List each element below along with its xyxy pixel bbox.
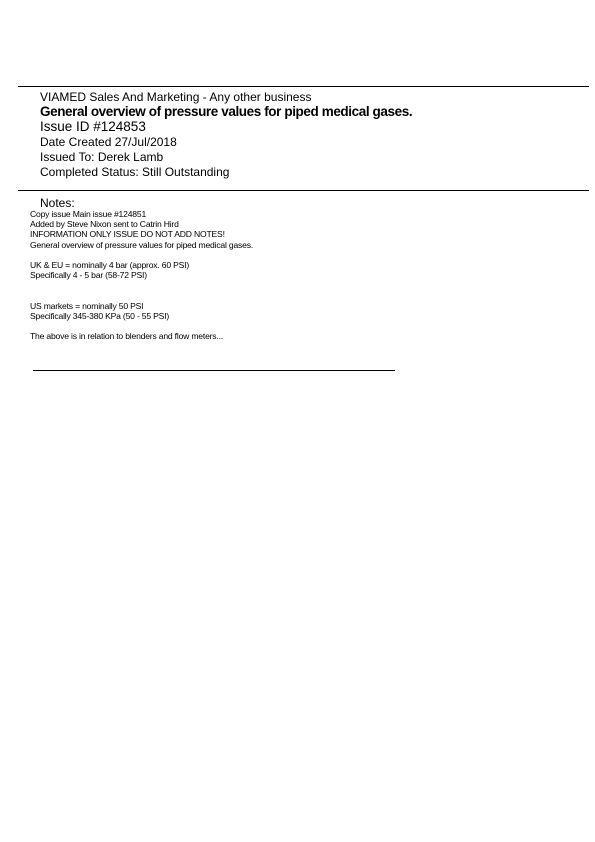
middle-divider	[18, 190, 589, 191]
note-line: Specifically 345-380 KPa (50 - 55 PSI)	[30, 310, 170, 321]
completed-status: Completed Status: Still Outstanding	[40, 165, 230, 179]
note-line: INFORMATION ONLY ISSUE DO NOT ADD NOTES!	[30, 229, 225, 240]
note-line: Added by Steve Nixon sent to Catrin Hird	[30, 219, 179, 230]
note-line: Copy issue Main issue #124851	[30, 209, 147, 219]
top-divider	[18, 86, 589, 87]
notes-body	[30, 209, 560, 342]
issue-header	[40, 90, 580, 180]
note-line: UK & EU = nominally 4 bar (approx. 60 PSI)	[30, 260, 190, 270]
issued-to: Issued To: Derek Lamb	[40, 150, 164, 164]
note-line	[30, 291, 560, 301]
issue-title: General overview of pressure values for piped medical gases.	[40, 104, 413, 119]
bottom-divider	[33, 370, 395, 371]
company-line: VIAMED Sales And Marketing - Any other business	[40, 90, 312, 104]
issue-id: Issue ID #124853	[40, 119, 146, 134]
note-line	[30, 280, 560, 290]
note-line: General overview of pressure values for piped medical gases.	[30, 239, 254, 250]
note-line	[30, 321, 560, 331]
date-created: Date Created 27/Jul/2018	[40, 135, 177, 149]
note-line: Specifically 4 - 5 bar (58-72 PSI)	[30, 270, 147, 281]
note-line	[30, 250, 560, 260]
notes-label: Notes:	[40, 196, 75, 210]
note-line: The above is in relation to blenders and flow meters...	[30, 331, 223, 342]
note-line: US markets = nominally 50 PSI	[30, 300, 144, 311]
